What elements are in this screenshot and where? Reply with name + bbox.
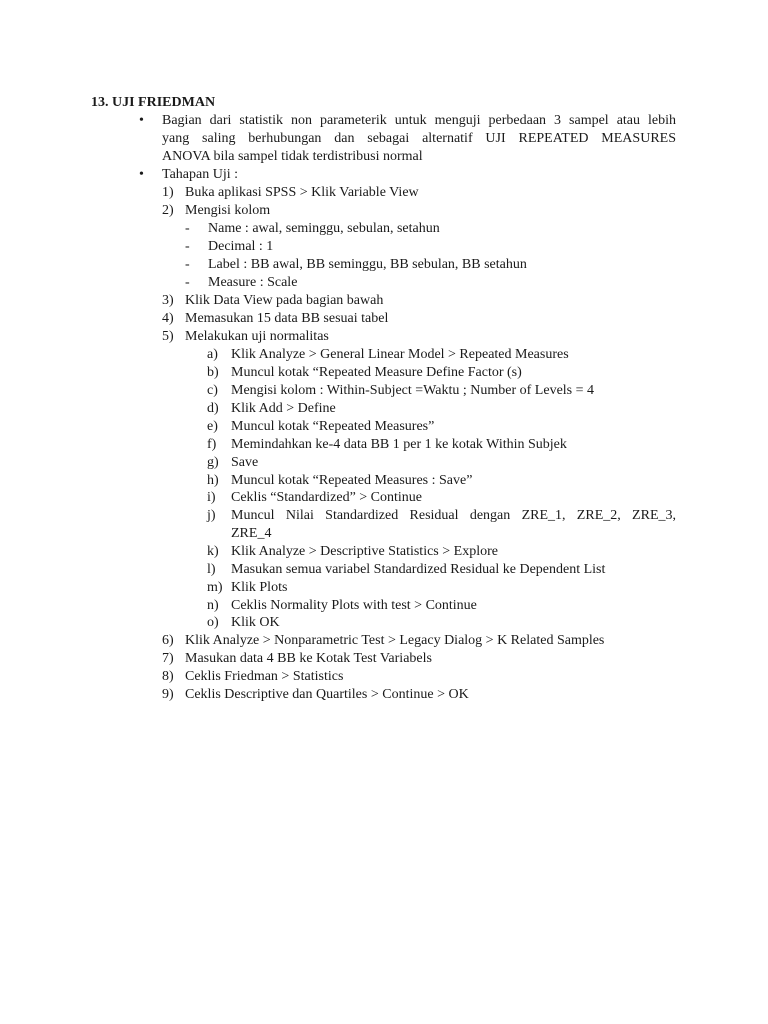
intro-line-1: Bagian dari statistik non parameterik untuk menguji perbedaan 3 sampel atau lebih — [162, 113, 676, 128]
intro-line-3: ANOVA bila sampel tidak terdistribusi normal — [162, 149, 423, 164]
substep-text: Klik OK — [231, 615, 280, 630]
substep-text: Klik Analyze > General Linear Model > Repeated Measures — [231, 347, 569, 362]
substep-text: Mengisi kolom : Within-Subject =Waktu ; Number of Levels = 4 — [231, 383, 595, 398]
step-marker: 2) — [162, 203, 174, 218]
step-text: Klik Analyze > Nonparametric Test > Legacy Dialog > K Related Samples — [185, 633, 605, 648]
step-text: Mengisi kolom — [185, 203, 271, 218]
substep-marker: e) — [207, 419, 218, 434]
bullet-icon: • — [139, 167, 144, 182]
substep-text: Save — [231, 455, 259, 470]
substep-marker: m) — [207, 580, 223, 595]
step-marker: 5) — [162, 329, 174, 344]
substep-text: Muncul kotak “Repeated Measures : Save” — [231, 473, 473, 488]
section-heading: 13. UJI FRIEDMAN — [91, 95, 216, 110]
bullet-icon: • — [139, 113, 144, 128]
column-item: Measure : Scale — [208, 275, 298, 290]
step-marker: 6) — [162, 633, 174, 648]
dash-marker: - — [185, 221, 190, 236]
step-text: Ceklis Friedman > Statistics — [185, 669, 344, 684]
substep-text: Muncul kotak “Repeated Measures” — [231, 419, 435, 434]
substep-marker: o) — [207, 615, 219, 630]
substep-text: Ceklis Normality Plots with test > Continue — [231, 598, 477, 613]
step-text: Klik Data View pada bagian bawah — [185, 293, 384, 308]
substep-marker: i) — [207, 490, 216, 505]
substep-text: Muncul kotak “Repeated Measure Define Factor (s) — [231, 365, 522, 380]
substep-marker: d) — [207, 401, 219, 416]
dash-marker: - — [185, 239, 190, 254]
dash-marker: - — [185, 275, 190, 290]
step-marker: 7) — [162, 651, 174, 666]
substep-text: Memindahkan ke-4 data BB 1 per 1 ke kotak Within Subjek — [231, 437, 567, 452]
substep-text: Klik Add > Define — [231, 401, 336, 416]
substep-marker: g) — [207, 455, 219, 470]
substep-text: Muncul Nilai Standardized Residual dengan ZRE_1, ZRE_2, ZRE_3, — [231, 508, 676, 523]
column-item: Decimal : 1 — [208, 239, 274, 254]
substep-text: Klik Analyze > Descriptive Statistics > Explore — [231, 544, 498, 559]
substep-marker: k) — [207, 544, 219, 559]
substep-marker: j) — [207, 508, 216, 523]
step-marker: 4) — [162, 311, 174, 326]
step-text: Memasukan 15 data BB sesuai tabel — [185, 311, 389, 326]
column-item: Label : BB awal, BB seminggu, BB sebulan, BB setahun — [208, 257, 527, 272]
intro-line-2: yang saling berhubungan dan sebagai alternatif UJI REPEATED MEASURES — [162, 131, 676, 146]
step-text: Buka aplikasi SPSS > Klik Variable View — [185, 185, 419, 200]
substep-text: Klik Plots — [231, 580, 288, 595]
substep-text-continued: ZRE_4 — [231, 526, 272, 541]
step-marker: 1) — [162, 185, 174, 200]
substep-marker: n) — [207, 598, 219, 613]
dash-marker: - — [185, 257, 190, 272]
step-marker: 8) — [162, 669, 174, 684]
substep-text: Ceklis “Standardized” > Continue — [231, 490, 423, 505]
step-text: Masukan data 4 BB ke Kotak Test Variabels — [185, 651, 432, 666]
substep-marker: l) — [207, 562, 216, 577]
substep-text: Masukan semua variabel Standardized Residual ke Dependent List — [231, 562, 606, 577]
substep-marker: c) — [207, 383, 218, 398]
substep-marker: a) — [207, 347, 218, 362]
substep-marker: b) — [207, 365, 219, 380]
step-marker: 3) — [162, 293, 174, 308]
substep-marker: h) — [207, 473, 219, 488]
stages-label: Tahapan Uji : — [162, 167, 238, 182]
step-marker: 9) — [162, 687, 174, 702]
step-text: Melakukan uji normalitas — [185, 329, 329, 344]
step-text: Ceklis Descriptive dan Quartiles > Continue > OK — [185, 687, 469, 702]
substep-marker: f) — [207, 437, 217, 452]
column-item: Name : awal, seminggu, sebulan, setahun — [208, 221, 440, 236]
